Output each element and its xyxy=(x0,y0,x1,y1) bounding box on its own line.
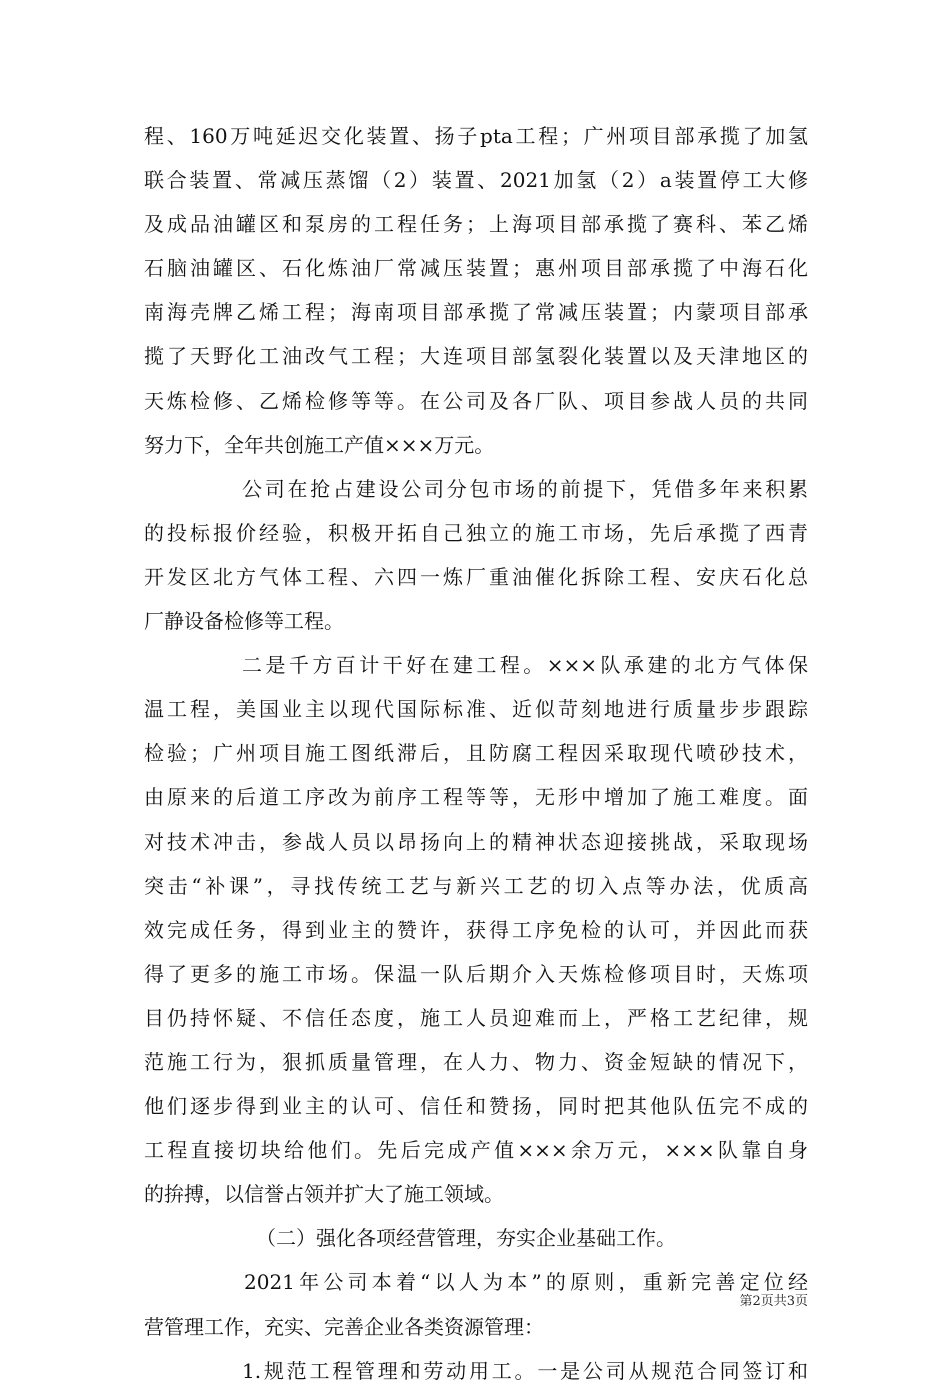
text-line: 对技术冲击，参战人员以昂扬向上的精神状态迎接挑战，采取现场 xyxy=(144,829,808,854)
document-body xyxy=(144,114,808,1393)
paragraph-first-line: 二是千方百计干好在建工程。×××队承建的北方气体保 xyxy=(242,653,808,678)
section-heading: （二）强化各项经营管理，夯实企业基础工作。 xyxy=(256,1226,676,1251)
text-line: 厂静设备检修等工程。 xyxy=(144,609,344,634)
text-line: 突击“补课”，寻找传统工艺与新兴工艺的切入点等办法，优质高 xyxy=(144,873,808,898)
text-line: 得了更多的施工市场。保温一队后期介入天炼检修项目时，天炼项 xyxy=(144,961,808,986)
text-line: 的投标报价经验，积极开拓自己独立的施工市场，先后承揽了西青 xyxy=(144,520,808,545)
text-line: 努力下，全年共创施工产值×××万元。 xyxy=(144,432,495,457)
text-line: 检验；广州项目施工图纸滞后，且防腐工程因采取现代喷砂技术， xyxy=(144,741,808,766)
text-line: 揽了天野化工油改气工程；大连项目部氢裂化装置以及天津地区的 xyxy=(144,344,808,369)
text-line: 的拚搏，以信誉占领并扩大了施工领域。 xyxy=(144,1182,504,1207)
text-line: 石脑油罐区、石化炼油厂常减压装置；惠州项目部承揽了中海石化 xyxy=(144,256,808,281)
text-line: 效完成任务，得到业主的赞许，获得工序免检的认可，并因此而获 xyxy=(144,917,808,942)
text-line: 目仍持怀疑、不信任态度，施工人员迎难而上，严格工艺纪律，规 xyxy=(144,1005,808,1030)
text-line: 开发区北方气体工程、六四一炼厂重油催化拆除工程、安庆石化总 xyxy=(144,564,808,589)
text-line: 及成品油罐区和泵房的工程任务；上海项目部承揽了赛科、苯乙烯 xyxy=(144,212,808,237)
page-number-footer: 第2页共3页 xyxy=(739,1294,808,1309)
text-line: 南海壳牌乙烯工程；海南项目部承揽了常减压装置；内蒙项目部承 xyxy=(144,300,808,325)
numbered-item-line: 1.规范工程管理和劳动用工。一是公司从规范合同签订和 xyxy=(242,1358,808,1383)
text-line: 范施工行为，狠抓质量管理，在人力、物力、资金短缺的情况下， xyxy=(144,1049,808,1074)
text-line: 联合装置、常减压蒸馏（2）装置、2021加氢（2）a装置停工大修 xyxy=(144,168,808,193)
paragraph-first-line: 公司在抢占建设公司分包市场的前提下，凭借多年来积累 xyxy=(242,476,808,501)
text-line: 由原来的后道工序改为前序工程等等，无形中增加了施工难度。面 xyxy=(144,785,808,810)
text-line: 他们逐步得到业主的认可、信任和赞扬，同时把其他队伍完不成的 xyxy=(144,1094,808,1119)
text-line: 营管理工作，充实、完善企业各类资源管理： xyxy=(144,1314,544,1339)
text-line: 天炼检修、乙烯检修等等。在公司及各厂队、项目参战人员的共同 xyxy=(144,388,808,413)
paragraph-first-line: 2021年公司本着“以人为本”的原则，重新完善定位经 xyxy=(244,1270,808,1295)
text-line: 程、160万吨延迟交化装置、扬子pta工程；广州项目部承揽了加氢 xyxy=(144,124,808,148)
text-line: 工程直接切块给他们。先后完成产值×××余万元，×××队靠自身 xyxy=(144,1138,808,1163)
text-line: 温工程，美国业主以现代国际标准、近似苛刻地进行质量步步跟踪 xyxy=(144,697,808,722)
